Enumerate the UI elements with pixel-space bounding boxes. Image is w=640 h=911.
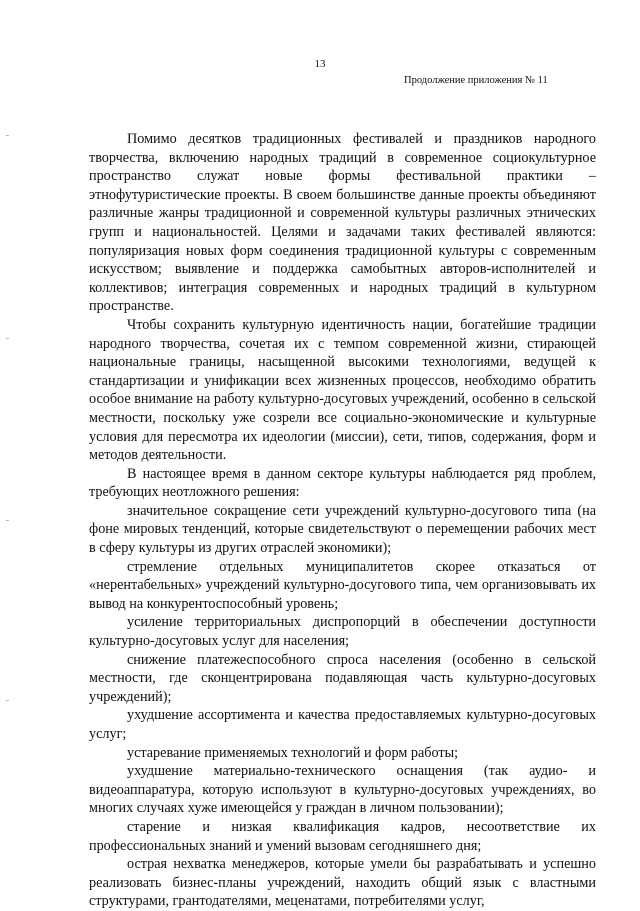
problem-item: снижение платежеспособного спроса населения (особенно в сельской местности, где сконцентрирована подавляющая часть культурно-досуговых учреждений); — [89, 651, 596, 705]
problem-item: ухудшение ассортимента и качества предоставляемых культурно-досуговых услуг; — [89, 707, 596, 742]
paragraph-ethnofuturism: Помимо десятков традиционных фестивалей и праздников народного творчества, включению народных традиций в современное социокультурное пространство служат новые формы фестивальной практики – этнофутуристические проекты. В своем большинстве данные проекты объединяют различные жанры традиционной и современной культуры различных этнических групп и национальностей. Целями и задачами таких фестивалей являются: популяризация новых форм соединения традиционной культуры с современным искусством; выявление и поддержка самобытных авторов-исполнителей и коллективов; интеграция современных и народных традиций в культурном пространстве. — [89, 131, 596, 315]
page-number: 13 — [314, 58, 326, 70]
problem-item: старение и низкая квалификация кадров, несоответствие их профессиональных знаний и умений вызовам сегодняшнего дня; — [89, 818, 596, 854]
problem-item: стремление отдельных муниципалитетов скорее отказаться от «нерентабельных» учреждений культурно-досугового типа, чем организовывать их вывод на конкурентоспособный уровень; — [89, 558, 596, 612]
scan-margin-mark — [6, 338, 9, 339]
scan-margin-mark — [6, 520, 9, 521]
problem-item: ухудшение материально-технического оснащения (так аудио- и видеоаппаратура, которую используют в культурно-досуговых учреждениях, во многих случаях хуже имеющейся у граждан в личном пользовании); — [89, 763, 596, 817]
scan-margin-mark — [6, 135, 9, 136]
appendix-continuation-note: Продолжение приложения № 11 — [404, 75, 548, 86]
problem-item: усиление территориальных диспропорций в обеспечении доступности культурно-досуговых услуг для населения; — [89, 614, 596, 650]
paragraph-problems-intro: В настоящее время в данном секторе культуры наблюдается ряд проблем, требующих неотложного решения: — [89, 465, 596, 501]
paragraph-cultural-identity: Чтобы сохранить культурную идентичность нации, богатейшие традиции народного творчества, сочетая их с темпом современной жизни, стирающей национальные границы, насыщенной высокими технологиями, ведущей к стандартизации и унификации всех жизненных процессов, необходимо обратить особое внимание на работу культурно-досуговых учреждений, особенно в сельской местности, поскольку уже созрели все социально-экономические и культурные условия для пересмотра их идеологии (миссии), сети, типов, содержания, форм и методов деятельности. — [89, 316, 596, 464]
body-text — [89, 130, 596, 911]
problem-item: устаревание применяемых технологий и форм работы; — [127, 744, 459, 761]
problem-item: острая нехватка менеджеров, которые умели бы разрабатывать и успешно реализовать бизнес-планы учреждений, находить общий язык с властными структурами, грантодателями, меценатами, потребителями услуг, — [89, 856, 596, 910]
problem-item: значительное сокращение сети учреждений культурно-досугового типа (на фоне мировых тенденций, которые свидетельствуют о перемещении рабочих мест в сферу культуры из других отраслей экономики); — [89, 502, 596, 557]
scan-margin-mark — [6, 700, 9, 701]
